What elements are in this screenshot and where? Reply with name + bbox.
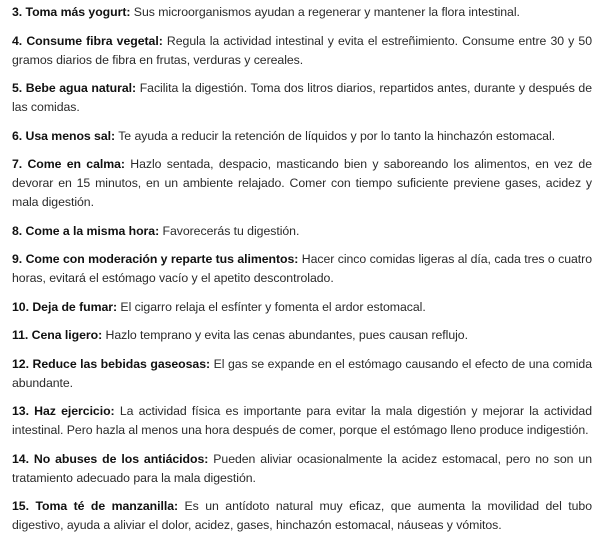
tip-text: La actividad física es importante para evitar la mala digestión y mejorar la actividad intestinal. Pero hazla al menos una hora después de comer, porque el estómago lleno produce indigestión. <box>12 404 592 437</box>
tip-6 <box>12 127 592 146</box>
tip-13 <box>12 402 592 440</box>
tip-title: 4. Consume fibra vegetal: <box>12 33 163 48</box>
tip-title: 14. No abuses de los antiácidos: <box>12 451 209 466</box>
tip-title: 11. Cena ligero: <box>12 328 103 342</box>
tip-title: 10. Deja de fumar: <box>12 299 118 314</box>
tip-text: Hacer cinco comidas ligeras al día, cada tres o cuatro horas, evitará el estómago vacío y el apetito descontrolado. <box>12 252 592 285</box>
tip-title: 12. Reduce las bebidas gaseosas: <box>12 356 211 371</box>
tip-text: El cigarro relaja el esfínter y fomenta el ardor estomacal. <box>120 299 426 314</box>
tip-3 <box>12 3 592 22</box>
tip-14 <box>12 450 592 488</box>
tip-title: 6. Usa menos sal: <box>12 128 116 143</box>
tip-text: Sus microorganismos ayudan a regenerar y mantener la flora intestinal. <box>133 5 520 19</box>
tip-7 <box>12 155 592 212</box>
tip-text: El gas se expande en el estómago causando el efecto de una comida abundante. <box>12 356 593 390</box>
tip-text: Facilita la digestión. Toma dos litros diarios, repartidos antes, durante y después de las comidas. <box>12 81 593 114</box>
tip-12 <box>12 355 592 393</box>
tip-text: Pueden aliviar ocasionalmente la acidez estomacal, pero no son un tratamiento adecuado para la mala digestión. <box>12 451 592 485</box>
tip-text: Regula la actividad intestinal y evita el estreñimiento. Consume entre 30 y 50 gramos diarios de fibra en frutas, verduras y cereales. <box>12 33 593 67</box>
tip-11 <box>12 326 592 345</box>
tip-10 <box>12 298 592 317</box>
tip-5 <box>12 79 592 117</box>
tip-text: Hazlo temprano y evita las cenas abundantes, pues causan reflujo. <box>105 328 468 342</box>
tip-text: Te ayuda a reducir la retención de líquidos y por lo tanto la hinchazón estomacal. <box>118 128 556 143</box>
tip-9 <box>12 250 592 288</box>
tip-title: 3. Toma más yogurt: <box>12 5 131 19</box>
tip-8 <box>12 222 592 241</box>
tip-title: 7. Come en calma: <box>12 157 125 171</box>
tip-title: 15. Toma té de manzanilla: <box>12 499 179 513</box>
tip-title: 5. Bebe agua natural: <box>12 81 137 95</box>
tip-text: Hazlo sentada, despacio, masticando bien y saboreando los alimentos, en vez de devorar en 15 minutos, en un ambiente relajado. Comer con tiempo suficiente previene gases, acidez y mala digestión. <box>12 157 592 209</box>
tip-title: 13. Haz ejercicio: <box>12 404 115 418</box>
tip-15 <box>12 497 592 535</box>
tip-title: 8. Come a la misma hora: <box>12 223 160 238</box>
tip-text: Favorecerás tu digestión. <box>162 223 300 238</box>
tip-text: Es un antídoto natural muy eficaz, que aumenta la movilidad del tubo digestivo, ayuda a aliviar el dolor, acidez, gases, hinchazón estomacal, náuseas y vómitos. <box>12 499 592 532</box>
tip-4 <box>12 32 592 70</box>
tip-title: 9. Come con moderación y reparte tus alimentos: <box>12 252 299 266</box>
